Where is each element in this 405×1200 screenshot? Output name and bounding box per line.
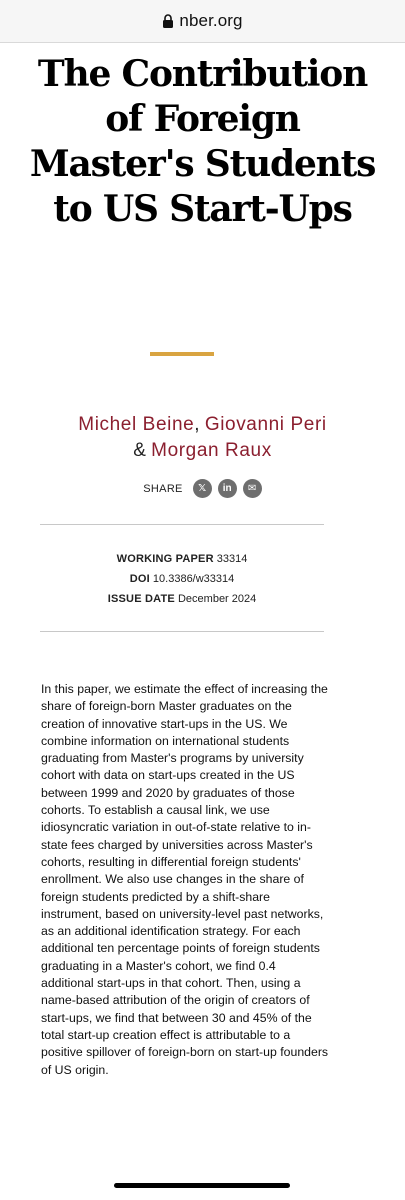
lock-icon	[162, 14, 174, 28]
share-bar	[0, 479, 405, 498]
issue-date-row	[40, 589, 324, 609]
author-link-michel-beine[interactable]: Michel Beine	[78, 414, 195, 435]
title-accent-rule	[150, 352, 214, 356]
working-paper-label: WORKING PAPER	[116, 553, 214, 565]
author-separator-ampersand: &	[133, 440, 146, 461]
paper-abstract: In this paper, we estimate the effect of increasing the share of foreign-born Master graduates on the creation of innovative start-ups in the US. We combine information on international students graduating from Master's programs by university cohort with data on start-ups created in the US between 1999 and 2020 by graduates of those cohorts. To establish a causal link, we use idiosyncratic variation in out-of-state relative to in-state fees charged by universities across Master's cohorts, resulting in differential foreign students' enrollment. We also use changes in the share of foreign students predicted by a shift-share instrument, based on university-level past networks, as an additional identification strategy. For each additional ten percentage points of foreign students graduating in a Master's cohort, we find 0.4 additional start-ups in that cohort. Then, using a name-based attribution of the origin of creators of start-ups, we find that between 30 and 45% of the total start-up creation effect is attributable to a positive spillover of foreign-born on start-up founders of US origin.	[41, 682, 329, 1077]
divider-bottom	[40, 631, 324, 632]
linkedin-icon[interactable]: in	[218, 479, 237, 498]
author-separator: ,	[194, 414, 200, 435]
paper-title: The Contribution of Foreign Master's Students to US Start-Ups	[29, 53, 376, 230]
email-icon[interactable]: ✉	[243, 479, 262, 498]
doi-label: DOI	[129, 573, 150, 585]
issue-date-label: ISSUE DATE	[107, 593, 175, 605]
author-list	[20, 412, 385, 464]
url-text: nber.org	[179, 11, 243, 30]
author-link-morgan-raux[interactable]: Morgan Raux	[151, 440, 272, 461]
paper-meta	[40, 549, 324, 609]
divider-top	[40, 524, 324, 525]
author-link-giovanni-peri[interactable]: Giovanni Peri	[204, 414, 327, 435]
working-paper-value: 33314	[216, 553, 248, 565]
x-icon[interactable]: 𝕏	[193, 479, 212, 498]
share-label: SHARE	[143, 482, 183, 495]
issue-date-value: December 2024	[177, 593, 257, 605]
doi-row	[40, 569, 324, 589]
working-paper-row	[40, 549, 324, 569]
home-indicator[interactable]	[114, 1183, 290, 1188]
browser-url-bar[interactable]	[0, 0, 405, 43]
doi-value[interactable]: 10.3386/w33314	[152, 573, 235, 585]
